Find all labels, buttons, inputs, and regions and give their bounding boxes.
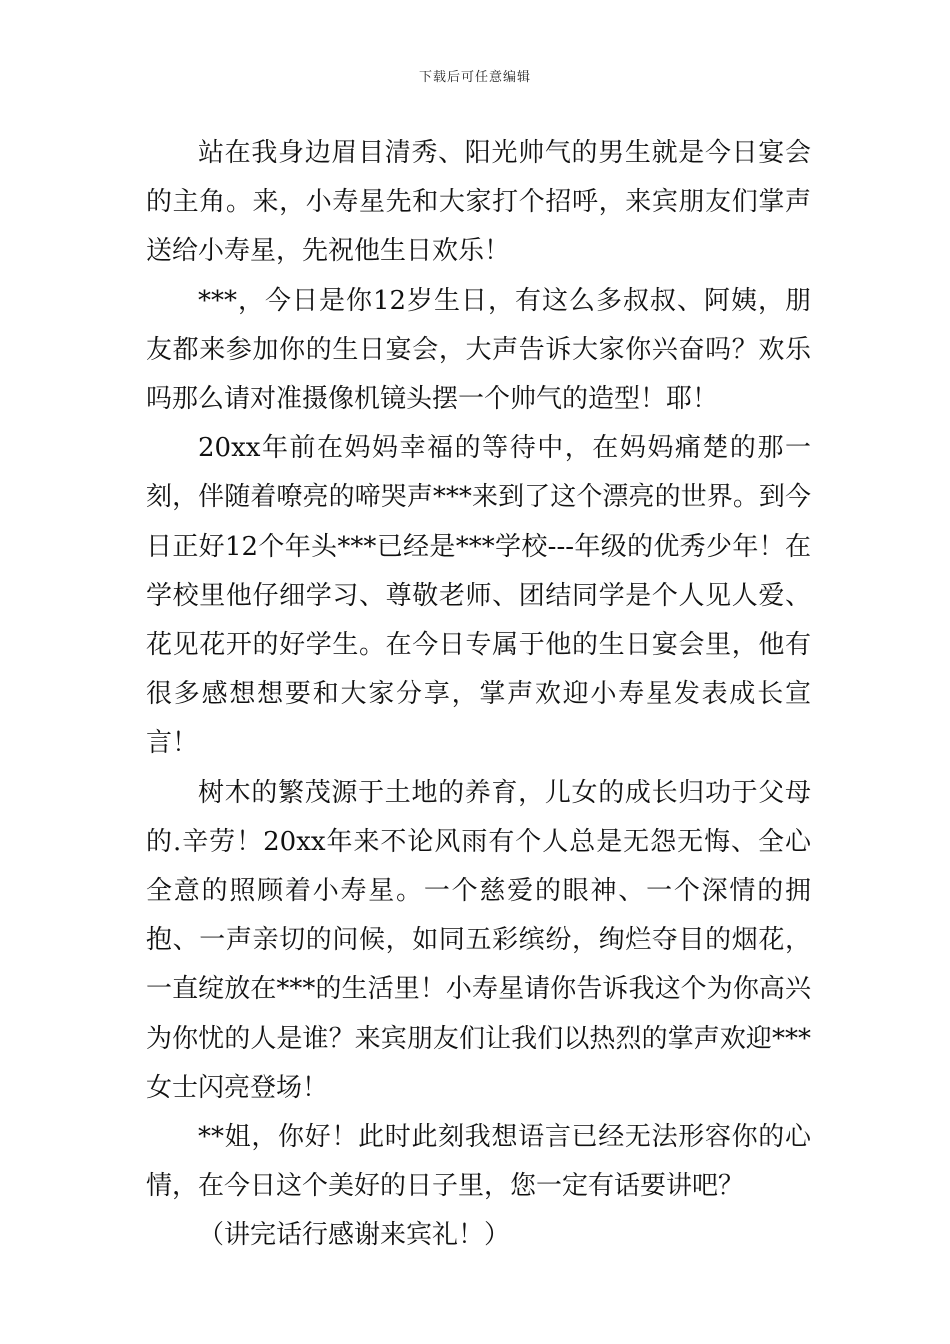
document-body — [146, 129, 811, 1261]
page-header-note: 下载后可任意编辑 — [418, 70, 531, 85]
paragraph-1: 站在我身边眉目清秀、阳光帅气的男生就是今日宴会的主角。来，小寿星先和大家打个招呼，来宾朋友们掌声送给小寿星，先祝他生日欢乐！ — [146, 138, 811, 267]
paragraph-6: （讲完话行感谢来宾礼！） — [198, 1220, 511, 1251]
paragraph-3: 20xx年前在妈妈幸福的等待中，在妈妈痛楚的那一刻，伴随着嘹亮的啼哭声***来到了这个漂亮的世界。到今日正好12个年头***已经是***学校---年级的优秀少年！在学校里他仔细学习、尊敬老师、团结同学是个人见人爱、花见花开的好学生。在今日专属于他的生日宴会里，他有很多感想想要和大家分享，掌声欢迎小寿星发表成长宣言！ — [146, 433, 811, 759]
paragraph-5: **姐，你好！此时此刻我想语言已经无法形容你的心情，在今日这个美好的日子里，您一定有话要讲吧？ — [146, 1122, 811, 1202]
paragraph-4: 树木的繁茂源于土地的养育，儿女的成长归功于父母的.辛劳！20xx年来不论风雨有个人总是无怨无悔、全心全意的照顾着小寿星。一个慈爱的眼神、一个深情的拥抱、一声亲切的问候，如同五彩缤纷，绚烂夺目的烟花，一直绽放在***的生活里！小寿星请你告诉我这个为你高兴为你忧的人是谁？来宾朋友们让我们以热烈的掌声欢迎***女士闪亮登场！ — [146, 777, 811, 1103]
paragraph-2: ***，今日是你12岁生日，有这么多叔叔、阿姨，朋友都来参加你的生日宴会，大声告诉大家你兴奋吗？欢乐吗那么请对准摄像机镜头摆一个帅气的造型！耶！ — [146, 285, 811, 415]
